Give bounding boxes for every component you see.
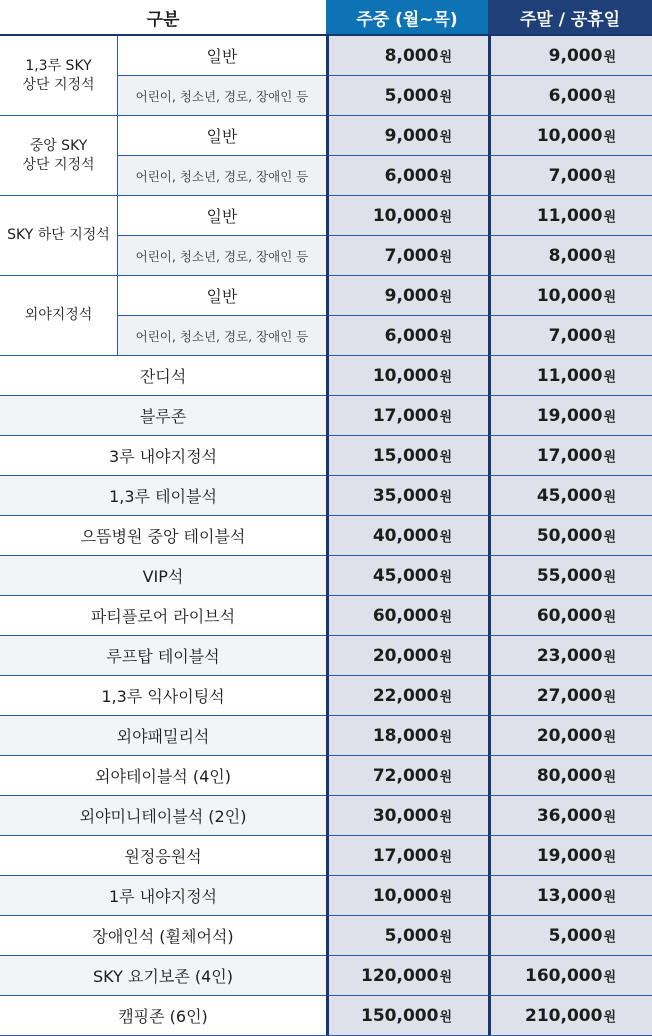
price-value: 45,000 (372, 565, 439, 586)
won-unit: 원 (603, 369, 617, 385)
weekend-price (488, 836, 652, 876)
won-unit: 원 (603, 209, 617, 225)
won-unit: 원 (439, 609, 453, 625)
seat-name: 3루 내야지정석 (0, 436, 326, 476)
weekend-price (488, 636, 652, 676)
price-value: 7,000 (548, 165, 603, 186)
weekend-price (488, 596, 652, 636)
seat-type-general: 일반 (118, 196, 326, 236)
price-value: 55,000 (536, 565, 603, 586)
price-value: 20,000 (536, 725, 603, 746)
price-value: 13,000 (536, 885, 603, 906)
price-value: 10,000 (536, 285, 603, 306)
weekday-price (326, 236, 488, 276)
price-value: 5,000 (384, 925, 439, 946)
price-value: 80,000 (536, 765, 603, 786)
weekend-price (488, 916, 652, 956)
seat-name: 외야테이블석 (4인) (0, 756, 326, 796)
won-unit: 원 (603, 569, 617, 585)
weekday-price (326, 276, 488, 316)
price-value: 60,000 (536, 605, 603, 626)
won-unit: 원 (439, 769, 453, 785)
weekday-price (326, 596, 488, 636)
price-value: 7,000 (384, 245, 439, 266)
table-row (0, 756, 652, 796)
won-unit: 원 (439, 809, 453, 825)
weekend-price (488, 476, 652, 516)
price-value: 10,000 (372, 365, 439, 386)
won-unit: 원 (603, 49, 617, 65)
weekend-price (488, 716, 652, 756)
seat-group-name: SKY 하단 지정석 (0, 196, 118, 276)
header-weekday: 주중 (월~목) (326, 0, 488, 36)
seat-type-general: 일반 (118, 276, 326, 316)
won-unit: 원 (439, 849, 453, 865)
weekday-price (326, 916, 488, 956)
won-unit: 원 (603, 409, 617, 425)
won-unit: 원 (603, 529, 617, 545)
weekend-price (488, 676, 652, 716)
won-unit: 원 (603, 1009, 617, 1025)
weekday-price (326, 76, 488, 116)
won-unit: 원 (603, 249, 617, 265)
price-value: 20,000 (372, 645, 439, 666)
seat-name: 1,3루 익사이팅석 (0, 676, 326, 716)
price-value: 5,000 (384, 85, 439, 106)
price-value: 30,000 (372, 805, 439, 826)
weekday-price (326, 956, 488, 996)
table-row (0, 956, 652, 996)
table-row (0, 836, 652, 876)
weekend-price (488, 756, 652, 796)
table-row (0, 116, 652, 156)
table-row (0, 716, 652, 756)
won-unit: 원 (603, 89, 617, 105)
table-row (0, 476, 652, 516)
weekend-price (488, 876, 652, 916)
price-value: 22,000 (372, 685, 439, 706)
won-unit: 원 (439, 369, 453, 385)
won-unit: 원 (603, 289, 617, 305)
won-unit: 원 (439, 409, 453, 425)
seat-name: 외야미니테이블석 (2인) (0, 796, 326, 836)
won-unit: 원 (439, 689, 453, 705)
table-row (0, 356, 652, 396)
price-value: 19,000 (536, 405, 603, 426)
weekday-price (326, 716, 488, 756)
table-row (0, 196, 652, 236)
price-value: 50,000 (536, 525, 603, 546)
weekday-price (326, 516, 488, 556)
price-value: 9,000 (384, 125, 439, 146)
price-value: 11,000 (536, 365, 603, 386)
weekday-price (326, 156, 488, 196)
price-value: 27,000 (536, 685, 603, 706)
weekday-price (326, 996, 488, 1036)
seat-type-discount: 어린이, 청소년, 경로, 장애인 등 (118, 156, 326, 196)
seat-name: 외야패밀리석 (0, 716, 326, 756)
seat-name: 루프탑 테이블석 (0, 636, 326, 676)
price-value: 6,000 (384, 165, 439, 186)
price-value: 40,000 (372, 525, 439, 546)
weekend-price (488, 276, 652, 316)
weekday-price (326, 36, 488, 76)
won-unit: 원 (439, 449, 453, 465)
weekend-price (488, 236, 652, 276)
won-unit: 원 (439, 489, 453, 505)
won-unit: 원 (439, 89, 453, 105)
weekend-price (488, 356, 652, 396)
weekday-price (326, 436, 488, 476)
table-row (0, 996, 652, 1036)
seat-name: 잔디석 (0, 356, 326, 396)
table-row (0, 636, 652, 676)
weekend-price (488, 996, 652, 1036)
won-unit: 원 (603, 809, 617, 825)
price-value: 19,000 (536, 845, 603, 866)
won-unit: 원 (603, 649, 617, 665)
won-unit: 원 (603, 489, 617, 505)
won-unit: 원 (439, 1009, 453, 1025)
won-unit: 원 (439, 129, 453, 145)
price-value: 150,000 (361, 1005, 439, 1026)
won-unit: 원 (603, 849, 617, 865)
header-weekend: 주말 / 공휴일 (488, 0, 652, 36)
price-value: 72,000 (372, 765, 439, 786)
seat-type-general: 일반 (118, 36, 326, 76)
weekday-price (326, 356, 488, 396)
won-unit: 원 (439, 249, 453, 265)
price-value: 45,000 (536, 485, 603, 506)
weekend-price (488, 116, 652, 156)
price-value: 6,000 (384, 325, 439, 346)
weekday-price (326, 196, 488, 236)
weekend-price (488, 76, 652, 116)
table-row (0, 36, 652, 76)
price-value: 17,000 (372, 405, 439, 426)
weekend-price (488, 436, 652, 476)
price-value: 23,000 (536, 645, 603, 666)
seat-name: 블루존 (0, 396, 326, 436)
weekend-price (488, 796, 652, 836)
weekday-price (326, 876, 488, 916)
weekday-price (326, 116, 488, 156)
seat-name: 원정응원석 (0, 836, 326, 876)
table-row (0, 276, 652, 316)
table-row (0, 596, 652, 636)
weekday-price (326, 756, 488, 796)
table-row (0, 556, 652, 596)
table-header-row (0, 0, 652, 36)
seat-name: 1,3루 테이블석 (0, 476, 326, 516)
won-unit: 원 (603, 929, 617, 945)
seat-type-general: 일반 (118, 116, 326, 156)
price-value: 10,000 (372, 205, 439, 226)
seat-name: SKY 요기보존 (4인) (0, 956, 326, 996)
won-unit: 원 (439, 889, 453, 905)
price-value: 10,000 (372, 885, 439, 906)
price-value: 60,000 (372, 605, 439, 626)
price-value: 35,000 (372, 485, 439, 506)
weekday-price (326, 556, 488, 596)
price-value: 120,000 (361, 965, 439, 986)
price-value: 18,000 (372, 725, 439, 746)
won-unit: 원 (603, 689, 617, 705)
won-unit: 원 (439, 289, 453, 305)
weekday-price (326, 796, 488, 836)
price-value: 17,000 (536, 445, 603, 466)
seat-type-discount: 어린이, 청소년, 경로, 장애인 등 (118, 76, 326, 116)
table-row (0, 676, 652, 716)
seat-name: 1루 내야지정석 (0, 876, 326, 916)
won-unit: 원 (603, 169, 617, 185)
seat-type-discount: 어린이, 청소년, 경로, 장애인 등 (118, 316, 326, 356)
won-unit: 원 (603, 889, 617, 905)
won-unit: 원 (439, 49, 453, 65)
weekday-price (326, 676, 488, 716)
price-value: 9,000 (548, 45, 603, 66)
weekday-price (326, 316, 488, 356)
won-unit: 원 (603, 729, 617, 745)
won-unit: 원 (439, 969, 453, 985)
weekend-price (488, 516, 652, 556)
price-value: 6,000 (548, 85, 603, 106)
price-value: 210,000 (525, 1005, 603, 1026)
price-value: 36,000 (536, 805, 603, 826)
seat-name: VIP석 (0, 556, 326, 596)
won-unit: 원 (439, 929, 453, 945)
price-value: 8,000 (548, 245, 603, 266)
weekday-price (326, 476, 488, 516)
table-row (0, 436, 652, 476)
won-unit: 원 (439, 569, 453, 585)
seat-name: 장애인석 (휠체어석) (0, 916, 326, 956)
price-value: 17,000 (372, 845, 439, 866)
header-division: 구분 (0, 0, 326, 36)
weekend-price (488, 196, 652, 236)
price-value: 8,000 (384, 45, 439, 66)
seat-group-name: 외야지정석 (0, 276, 118, 356)
weekend-price (488, 396, 652, 436)
won-unit: 원 (439, 529, 453, 545)
weekday-price (326, 836, 488, 876)
weekend-price (488, 316, 652, 356)
table-row (0, 916, 652, 956)
won-unit: 원 (603, 769, 617, 785)
price-value: 11,000 (536, 205, 603, 226)
table-row (0, 516, 652, 556)
seat-name: 으뜸병원 중앙 테이블석 (0, 516, 326, 556)
table-row (0, 796, 652, 836)
won-unit: 원 (439, 729, 453, 745)
seat-name: 파티플로어 라이브석 (0, 596, 326, 636)
seat-name: 캠핑존 (6인) (0, 996, 326, 1036)
price-value: 9,000 (384, 285, 439, 306)
won-unit: 원 (603, 129, 617, 145)
price-value: 15,000 (372, 445, 439, 466)
won-unit: 원 (603, 609, 617, 625)
won-unit: 원 (439, 169, 453, 185)
won-unit: 원 (603, 329, 617, 345)
price-value: 160,000 (525, 965, 603, 986)
weekend-price (488, 36, 652, 76)
table-row (0, 396, 652, 436)
weekend-price (488, 556, 652, 596)
won-unit: 원 (603, 969, 617, 985)
weekend-price (488, 956, 652, 996)
weekend-price (488, 156, 652, 196)
price-value: 7,000 (548, 325, 603, 346)
table-body (0, 36, 652, 1036)
seat-type-discount: 어린이, 청소년, 경로, 장애인 등 (118, 236, 326, 276)
price-value: 5,000 (548, 925, 603, 946)
seat-group-name: 1,3루 SKY 상단 지정석 (0, 36, 118, 116)
weekday-price (326, 396, 488, 436)
won-unit: 원 (439, 329, 453, 345)
won-unit: 원 (439, 649, 453, 665)
won-unit: 원 (439, 209, 453, 225)
won-unit: 원 (603, 449, 617, 465)
weekday-price (326, 636, 488, 676)
price-value: 10,000 (536, 125, 603, 146)
table-row (0, 876, 652, 916)
seat-group-name: 중앙 SKY 상단 지정석 (0, 116, 118, 196)
